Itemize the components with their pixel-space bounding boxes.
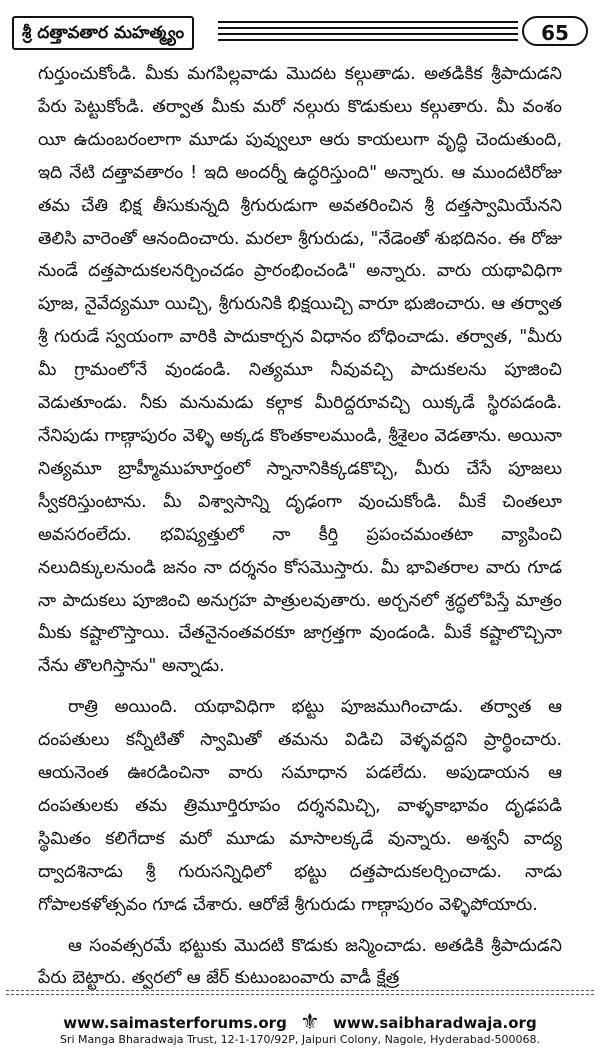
page-number: 65 — [522, 16, 588, 46]
footer-links — [0, 1010, 600, 1034]
fleur-de-lis-icon: ⚜ — [300, 1010, 320, 1035]
paragraph: ఆ సంవత్సరమే భట్టుకు మొదటి కొడుకు జన్మించాడు. అతడికి శ్రీపాదుడని పేరు బెట్టారు. త్వరలో ఆ జేర్ కుటుంబంవారు వాడీ క్షేత్ర — [38, 935, 562, 989]
header-decorative-rules — [218, 21, 518, 43]
paragraph-continued: గుర్తుంచుకోండి. మీకు మగపిల్లవాడు మొదట కల్గుతాడు. అతడికిక శ్రీపాదుడని పేరు పెట్టుకోండి. తర్వాత మీకు మరో నల్గురు కొడుకులు కల్గుతారు. మీ వంశం యీ ఉదుంబరంలాగా మూడు పువ్వులూ ఆరు కాయలుగా వృద్ధి చెందుతుంది, ఇది నేటి దత్తావతారం ! ఇది అందర్నీ ఉద్ధరిస్తుంది" అన్నారు. ఆ ముందటిరోజు తమ చేతి భిక్ష తీసుకున్నది శ్రీగురుడుగా అవతరించిన శ్రీ దత్తస్వామియేనని తెలిసి వారెంతో ఆనందించారు. మరలా శ్రీగురుడు, "నేడెంతో శుభదినం. ఈ రోజు నుండే దత్తపాదుకలనర్చించడం ప్రారంభించండి" అన్నారు. వారు యథావిధిగా పూజ, నైవేద్యమూ యిచ్చి, శ్రీగురునికి భిక్షయిచ్చి వారూ భుజించారు. ఆ తర్వాత శ్రీ గురుడే స్వయంగా వారికి పాదుకార్చన విధానం బోధించాడు. తర్వాత, "మీరు మీ గ్రామంలోనే వుండండి. నిత్యమూ నీవువచ్చి పాదుకలను పూజించి వెడుతూండు. నీకు మనుమడు కల్గాక మీరిద్దరూవచ్చి యిక్కడే స్థిరపడండి. నేనిపుడు గాణ్గాపురం వెళ్ళి అక్కడ కొంతకాలముండి, శ్రీశైలం వెడతాను. అయినా నిత్యమూ బ్రాహ్మీముహూర్తంలో స్నానానికిక్కడకొచ్చి, మీరు చేసే పూజలు స్వీకరిస్తుంటాను. మీ విశ్వాసాన్ని దృఢంగా వుంచుకోండి. మీకే చింతలూ అవసరంలేదు. భవిష్యత్తులో నా కీర్తి ప్రపంచమంతటా వ్యాపించి నలుదిక్కులనుండి జనం నా దర్శనం కోసమొస్తారు. మీ భావితరాల వారు గూడ నా పాదుకలు పూజించి అనుగ్రహ పాత్రులవుతారు. అర్చనలో శ్రద్ధలోపిస్తే మాత్రం మీకు కష్టాలొస్తాయి. చేతనైనంతవరకూ జాగ్రత్తగా వుండండి. మీకే కష్టాలొచ్చినా నేను తొలగిస్తాను" అన్నాడు. — [38, 64, 562, 677]
book-title: శ్రీ దత్తావతార మహత్మ్యం — [12, 16, 194, 50]
footer-address: Sri Manga Bharadwaja Trust, 12-1-170/92P, Jaipuri Colony, Nagole, Hyderabad-500068. — [59, 1033, 541, 1046]
paragraph: రాత్రి అయింది. యథావిధిగా భట్టు పూజముగించాడు. తర్వాత ఆ దంపతులు కన్నీటితో స్వామితో తమను విడిచి వెళ్ళవద్దని ప్రార్థించారు. ఆయనెంత ఊరడించినా వారు సమాధాన పడలేదు. అపుడాయన ఆ దంపతులకు తమ త్రిమూర్తిరూపం దర్శనమిచ్చి, వాళ్ళకాభావం దృఢపడి స్థిమితం కలిగేదాక మరో మూడు మాసాలక్కడే వున్నారు. అశ్వనీ వాద్య ద్వాదశినాడు శ్రీ గురుసన్నిధిలో భట్టు దత్తపాదుకలర్చించాడు. నాడు గోపాలకళోత్సవం గూడ చేశారు. ఆరోజే శ్రీగురుడు గాణ్గాపురం వెళ్ళిపోయారు. — [38, 697, 562, 915]
body-text — [38, 58, 562, 995]
footer-link-saibharadwaja[interactable]: www.saibharadwaja.org — [333, 1013, 537, 1032]
page-header — [12, 16, 588, 50]
footer-divider — [6, 990, 594, 995]
footer-link-saimasterforums[interactable]: www.saimasterforums.org — [63, 1013, 287, 1032]
